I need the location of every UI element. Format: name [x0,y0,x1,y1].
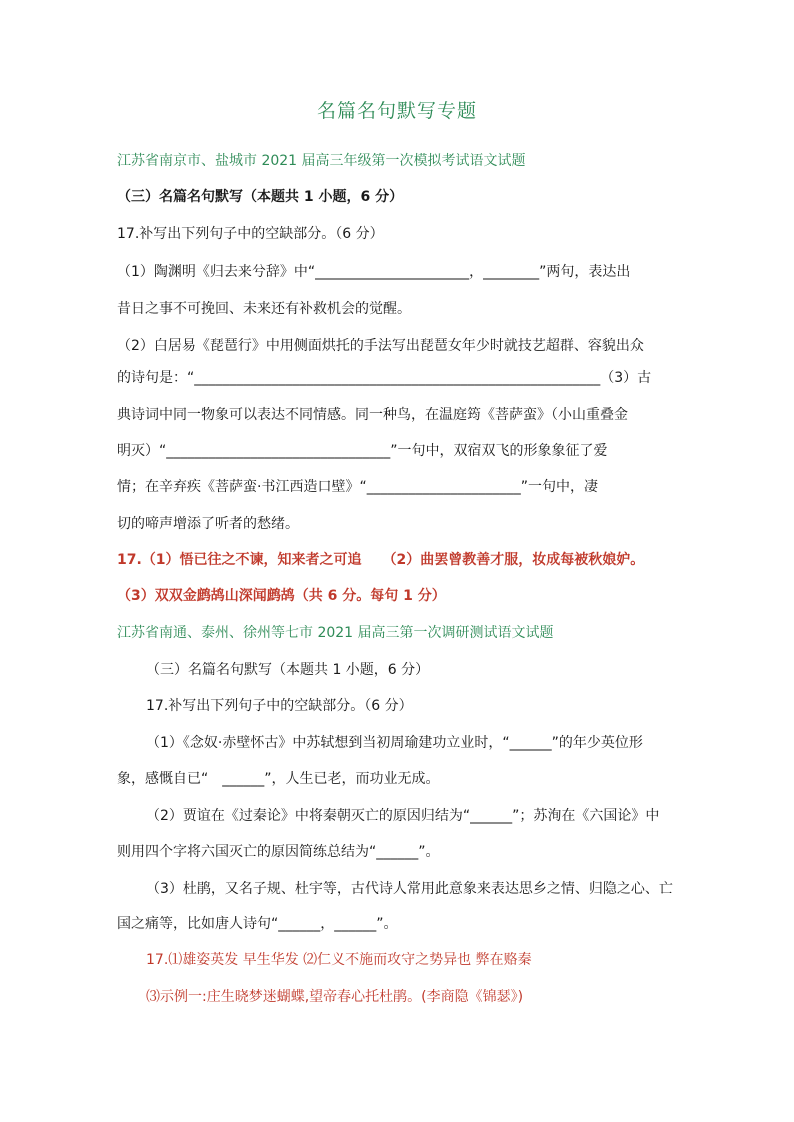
answer-line: 17.⑴雄姿英发 早生华发 ⑵仁义不施而攻守之势异也 弊在赂秦 [146,952,532,968]
section1-heading: 江苏省南京市、盐城市 2021 届高三年级第一次模拟考试语文试题 [117,153,526,169]
question-line: （1）陶渊明《归去来兮辞》中“______________________，________”两句，表达出 [117,264,631,280]
question-line: 明灭）“________________________________”一句中，双宿双飞的形象象征了爱 [117,443,608,459]
question-line: 情；在辛弃疾《菩萨蛮·书江西造口壁》“______________________”一句中，凄 [117,479,598,495]
question-line: 17.补写出下列句子中的空缺部分。（6 分） [146,698,413,714]
question-line: （2）贾谊在《过秦论》中将秦朝灭亡的原因归结为“______”；苏洵在《六国论》中 [146,808,660,824]
question-line: 的诗句是：“__________________________________________________________（3）古 [117,370,652,386]
question-line: （3）杜鹃，又名子规、杜宇等，古代诗人常用此意象来表达思乡之情、归隐之心、亡 [146,881,673,897]
question-line: 切的啼声增添了听者的愁绪。 [117,516,299,532]
section2-heading: 江苏省南通、泰州、徐州等七市 2021 届高三第一次调研测试语文试题 [117,625,554,641]
section2-subheading: （三）名篇名句默写（本题共 1 小题，6 分） [146,662,430,678]
question-line: 国之痛等，比如唐人诗句“______，______”。 [117,916,398,932]
question-line: （2）白居易《琵琶行》中用侧面烘托的手法写出琵琶女年少时就技艺超群、容貌出众 [117,338,644,354]
answer-line: ⑶示例一:庄生晓梦迷蝴蝶,望帝春心托杜鹃。(李商隐《锦瑟》) [146,989,524,1005]
page-title: 名篇名句默写专题 [316,100,477,122]
answer-line: （3）双双金鹧鸪山深闻鹧鸪（共 6 分。每句 1 分） [117,588,446,604]
question-line: 则用四个字将六国灭亡的原因简练总结为“______”。 [117,844,440,860]
question-line: 典诗词中同一物象可以表达不同情感。同一种鸟，在温庭筠《菩萨蛮》（小山重叠金 [117,407,628,423]
question-line: 昔日之事不可挽回、未来还有补救机会的觉醒。 [117,301,411,317]
question-line: 17.补写出下列句子中的空缺部分。（6 分） [117,226,384,242]
section1-subheading: （三）名篇名句默写（本题共 1 小题，6 分） [117,189,404,205]
question-line: （1）《念奴·赤壁怀古》中苏轼想到当初周瑜建功立业时，“______”的年少英位形 [146,735,643,751]
answer-line: 17.（1）悟已往之不谏，知来者之可追 （2）曲罢曾教善才服，妆成每被秋娘妒。 [117,552,645,568]
question-line: 象，感慨自已“ ______”，人生已老，而功业无成。 [117,771,440,787]
